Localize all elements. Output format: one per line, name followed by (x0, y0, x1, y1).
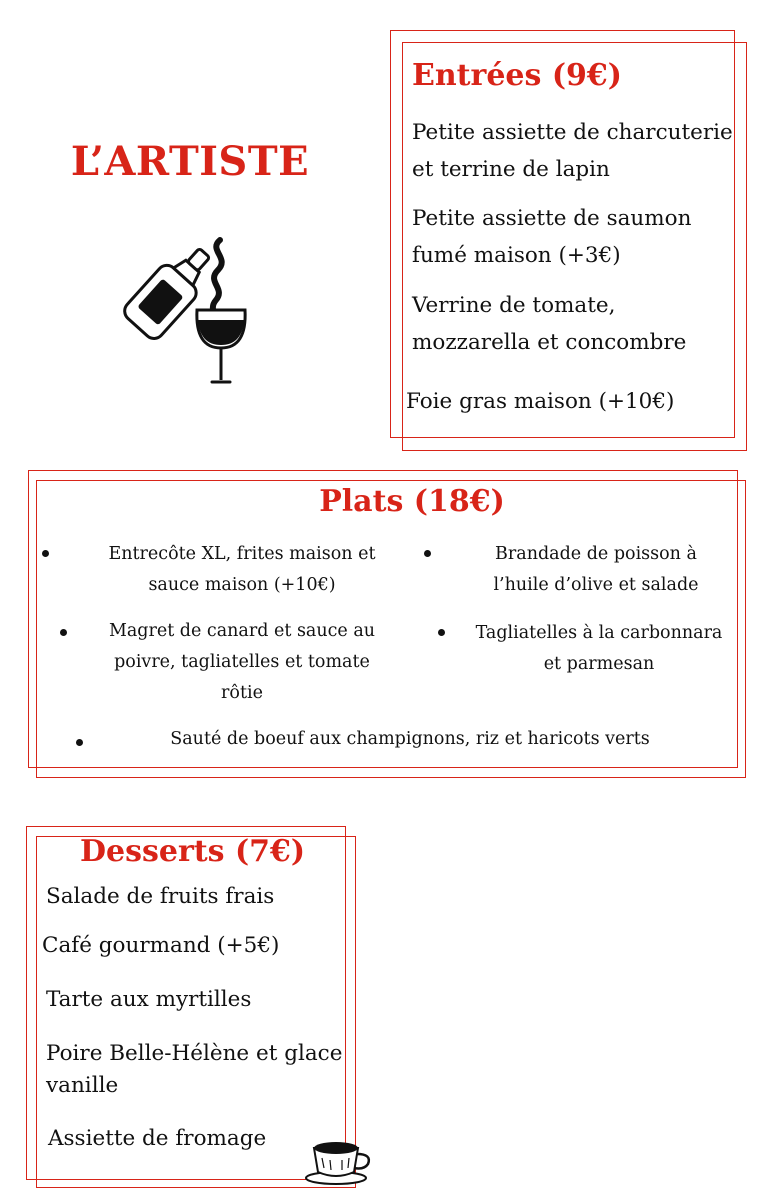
entree-item-line: Verrine de tomate, (412, 293, 616, 318)
dessert-item-line: Assiette de fromage (48, 1126, 267, 1151)
dessert-item-line: Salade de fruits frais (46, 884, 275, 909)
entrees-title: Entrées (9€) (412, 58, 622, 93)
entree-item-line: Petite assiette de charcuterie (412, 120, 733, 145)
plat-item-line: Sauté de boeuf aux champignons, riz et haricots verts (170, 729, 650, 749)
dessert-item-line: vanille (46, 1073, 119, 1098)
entree-item-line: et terrine de lapin (412, 157, 610, 182)
bullet-icon (438, 629, 445, 636)
plat-item-line: Magret de canard et sauce au (108, 621, 376, 641)
coffee-cup-icon (302, 1134, 376, 1186)
plat-item-line: rôtie (221, 683, 263, 703)
dessert-item-line: Poire Belle-Hélène et glace (46, 1041, 343, 1066)
restaurant-name: L’ARTISTE (70, 138, 310, 185)
dessert-item-line: Tarte aux myrtilles (46, 987, 252, 1012)
plats-title: Plats (18€) (319, 484, 505, 519)
plat-item-line: Tagliatelles à la carbonnara (475, 623, 723, 643)
entree-item-line: Foie gras maison (+10€) (406, 389, 675, 414)
plat-item-line: Entrecôte XL, frites maison et (108, 544, 376, 564)
bullet-icon (60, 629, 67, 636)
plat-item-line: Brandade de poisson à (495, 544, 697, 564)
plat-item-line: l’huile d’olive et salade (493, 575, 699, 595)
dessert-item-line: Café gourmand (+5€) (42, 933, 280, 958)
desserts-title: Desserts (7€) (80, 834, 306, 869)
plat-item-line: et parmesan (543, 654, 655, 674)
bullet-icon (424, 550, 431, 557)
plat-item-line: sauce maison (+10€) (148, 575, 336, 595)
bullet-icon (42, 550, 49, 557)
wine-bottle-pouring-icon (108, 226, 250, 388)
bullet-icon (76, 739, 83, 746)
plat-item-line: poivre, tagliatelles et tomate (114, 652, 370, 672)
entree-item-line: mozzarella et concombre (412, 330, 687, 355)
entree-item-line: Petite assiette de saumon (412, 206, 692, 231)
entree-item-line: fumé maison (+3€) (412, 243, 621, 268)
